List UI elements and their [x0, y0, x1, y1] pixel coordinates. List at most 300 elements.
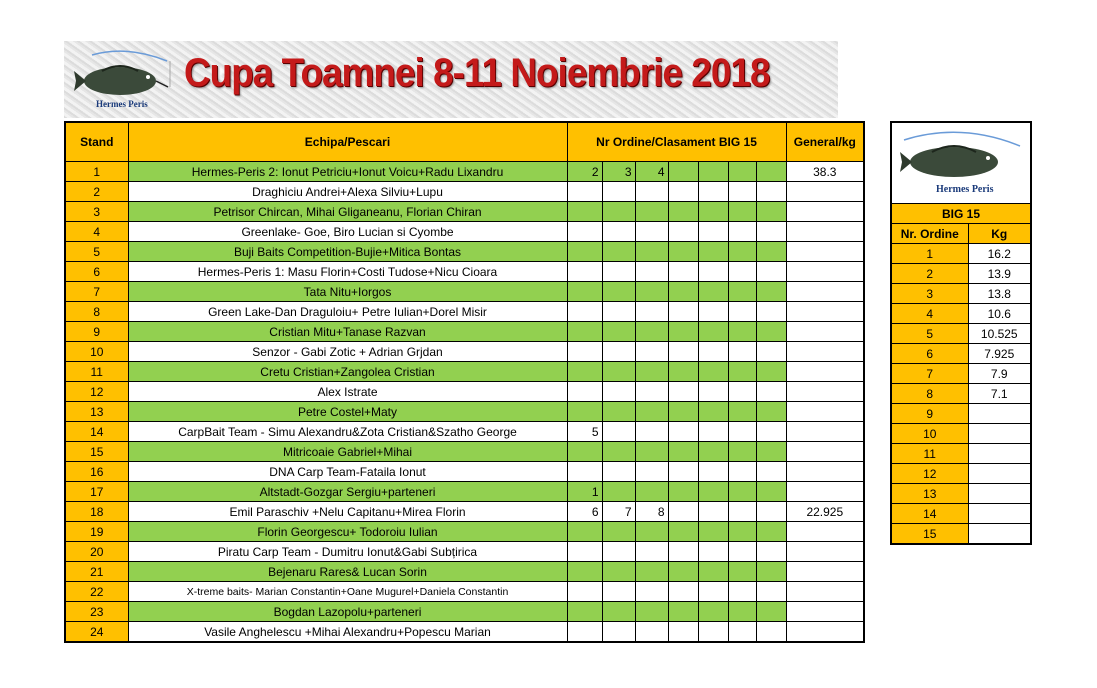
- order-cell: [635, 302, 668, 322]
- big15-nr-cell: 10: [891, 424, 968, 444]
- table-row: [65, 202, 864, 222]
- order-cell: [756, 222, 786, 242]
- order-cell: [602, 602, 635, 622]
- order-cell: [567, 542, 602, 562]
- order-cell: [668, 402, 698, 422]
- order-cell: [668, 362, 698, 382]
- order-cell: [602, 442, 635, 462]
- team-cell: Petrisor Chircan, Mihai Gliganeanu, Florian Chiran: [128, 202, 567, 222]
- big15-kg-cell: [968, 424, 1031, 444]
- order-cell: 6: [567, 502, 602, 522]
- big15-col-kg: Kg: [968, 224, 1031, 244]
- order-cell: [668, 382, 698, 402]
- col-header-order: Nr Ordine/Clasament BIG 15: [567, 122, 786, 162]
- order-cell: [756, 362, 786, 382]
- order-cell: [756, 462, 786, 482]
- order-cell: [756, 562, 786, 582]
- order-cell: [756, 502, 786, 522]
- team-cell: Alex Istrate: [128, 382, 567, 402]
- order-cell: [756, 342, 786, 362]
- big15-col-nr: Nr. Ordine: [891, 224, 968, 244]
- table-row: [65, 182, 864, 202]
- big15-kg-cell: 7.925: [968, 344, 1031, 364]
- order-cell: [698, 522, 728, 542]
- order-cell: 8: [635, 502, 668, 522]
- stand-cell: 1: [65, 162, 128, 182]
- order-cell: [756, 202, 786, 222]
- table-row: [65, 302, 864, 322]
- col-header-team: Echipa/Pescari: [128, 122, 567, 162]
- general-kg-cell: [786, 482, 864, 502]
- team-cell: Green Lake-Dan Draguloiu+ Petre Iulian+Dorel Misir: [128, 302, 567, 322]
- order-cell: [567, 582, 602, 602]
- order-cell: [602, 522, 635, 542]
- order-cell: [698, 322, 728, 342]
- order-cell: [728, 442, 756, 462]
- team-cell: Vasile Anghelescu +Mihai Alexandru+Popescu Marian: [128, 622, 567, 643]
- order-cell: [635, 562, 668, 582]
- order-cell: [602, 382, 635, 402]
- order-cell: [668, 582, 698, 602]
- order-cell: 4: [635, 162, 668, 182]
- big15-row: [891, 264, 1031, 284]
- stand-cell: 19: [65, 522, 128, 542]
- order-cell: [602, 182, 635, 202]
- page-title: Cupa Toamnei 8-11 Noiembrie 2018: [184, 51, 770, 95]
- general-kg-cell: 22.925: [786, 502, 864, 522]
- order-cell: [567, 322, 602, 342]
- order-cell: [698, 482, 728, 502]
- order-cell: [635, 242, 668, 262]
- stand-cell: 6: [65, 262, 128, 282]
- big15-nr-cell: 2: [891, 264, 968, 284]
- order-cell: [567, 242, 602, 262]
- big15-kg-cell: [968, 444, 1031, 464]
- order-cell: [567, 182, 602, 202]
- team-cell: Cristian Mitu+Tanase Razvan: [128, 322, 567, 342]
- stand-cell: 24: [65, 622, 128, 643]
- order-cell: [635, 362, 668, 382]
- stand-cell: 21: [65, 562, 128, 582]
- order-cell: [698, 302, 728, 322]
- order-cell: [567, 602, 602, 622]
- order-cell: [602, 622, 635, 643]
- big15-row: [891, 444, 1031, 464]
- table-row: [65, 502, 864, 522]
- order-cell: [728, 162, 756, 182]
- order-cell: [728, 622, 756, 643]
- big15-row: [891, 464, 1031, 484]
- general-kg-cell: [786, 602, 864, 622]
- order-cell: [635, 202, 668, 222]
- order-cell: [756, 162, 786, 182]
- table-row: [65, 242, 864, 262]
- stand-cell: 8: [65, 302, 128, 322]
- table-row: [65, 542, 864, 562]
- order-cell: [728, 542, 756, 562]
- big15-nr-cell: 14: [891, 504, 968, 524]
- table-row: [65, 382, 864, 402]
- order-cell: [668, 282, 698, 302]
- order-cell: [728, 362, 756, 382]
- order-cell: [567, 442, 602, 462]
- order-cell: [728, 562, 756, 582]
- order-cell: [567, 362, 602, 382]
- big15-table: [890, 121, 1032, 545]
- stand-cell: 20: [65, 542, 128, 562]
- order-cell: [698, 282, 728, 302]
- stand-cell: 10: [65, 342, 128, 362]
- big15-row: [891, 284, 1031, 304]
- order-cell: [668, 462, 698, 482]
- order-cell: [728, 202, 756, 222]
- general-kg-cell: [786, 322, 864, 342]
- team-cell: Tata Nitu+Iorgos: [128, 282, 567, 302]
- order-cell: [602, 322, 635, 342]
- order-cell: [635, 182, 668, 202]
- order-cell: [756, 322, 786, 342]
- table-row: [65, 562, 864, 582]
- order-cell: [698, 502, 728, 522]
- team-cell: Mitricoaie Gabriel+Mihai: [128, 442, 567, 462]
- order-cell: [698, 422, 728, 442]
- order-cell: [698, 602, 728, 622]
- order-cell: [635, 522, 668, 542]
- order-cell: [698, 162, 728, 182]
- general-kg-cell: [786, 402, 864, 422]
- big15-nr-cell: 15: [891, 524, 968, 545]
- order-cell: [567, 202, 602, 222]
- order-cell: [567, 562, 602, 582]
- team-cell: Cretu Cristian+Zangolea Cristian: [128, 362, 567, 382]
- general-kg-cell: [786, 542, 864, 562]
- order-cell: [668, 342, 698, 362]
- order-cell: [668, 202, 698, 222]
- big15-kg-cell: [968, 404, 1031, 424]
- big15-kg-cell: [968, 464, 1031, 484]
- order-cell: [567, 342, 602, 362]
- svg-text:Hermes Peris: Hermes Peris: [96, 99, 148, 109]
- order-cell: [728, 402, 756, 422]
- big15-row: [891, 364, 1031, 384]
- order-cell: [668, 442, 698, 462]
- order-cell: [602, 302, 635, 322]
- order-cell: [728, 302, 756, 322]
- general-kg-cell: [786, 182, 864, 202]
- big15-row: [891, 424, 1031, 444]
- stand-cell: 18: [65, 502, 128, 522]
- order-cell: [567, 522, 602, 542]
- order-cell: [635, 602, 668, 622]
- team-cell: Hermes-Peris 2: Ionut Petriciu+Ionut Voicu+Radu Lixandru: [128, 162, 567, 182]
- big15-row: [891, 384, 1031, 404]
- stand-cell: 13: [65, 402, 128, 422]
- big15-kg-cell: [968, 504, 1031, 524]
- order-cell: [728, 602, 756, 622]
- table-row: [65, 602, 864, 622]
- order-cell: [602, 262, 635, 282]
- big15-row: [891, 524, 1031, 545]
- general-kg-cell: [786, 582, 864, 602]
- table-row: [65, 622, 864, 643]
- general-kg-cell: [786, 242, 864, 262]
- team-cell: Emil Paraschiv +Nelu Capitanu+Mirea Florin: [128, 502, 567, 522]
- order-cell: [668, 222, 698, 242]
- order-cell: [602, 242, 635, 262]
- order-cell: [602, 342, 635, 362]
- order-cell: [602, 542, 635, 562]
- table-row: [65, 402, 864, 422]
- order-cell: [602, 582, 635, 602]
- order-cell: [756, 302, 786, 322]
- order-cell: 5: [567, 422, 602, 442]
- table-row: [65, 222, 864, 242]
- general-kg-cell: [786, 362, 864, 382]
- team-cell: DNA Carp Team-Fataila Ionut: [128, 462, 567, 482]
- order-cell: [668, 242, 698, 262]
- order-cell: [635, 442, 668, 462]
- team-cell: Senzor - Gabi Zotic + Adrian Grjdan: [128, 342, 567, 362]
- order-cell: [567, 302, 602, 322]
- order-cell: [756, 402, 786, 422]
- big15-kg-cell: 7.9: [968, 364, 1031, 384]
- teams-table: [64, 121, 865, 643]
- general-kg-cell: [786, 442, 864, 462]
- big15-nr-cell: 8: [891, 384, 968, 404]
- stand-cell: 22: [65, 582, 128, 602]
- general-kg-cell: [786, 282, 864, 302]
- general-kg-cell: [786, 302, 864, 322]
- order-cell: [728, 322, 756, 342]
- order-cell: [756, 522, 786, 542]
- order-cell: [756, 542, 786, 562]
- order-cell: [756, 602, 786, 622]
- carp-fish-logo-icon: [72, 47, 182, 113]
- stand-cell: 5: [65, 242, 128, 262]
- order-cell: [567, 462, 602, 482]
- order-cell: [567, 622, 602, 643]
- order-cell: [635, 482, 668, 502]
- order-cell: 7: [602, 502, 635, 522]
- team-cell: Greenlake- Goe, Biro Lucian si Cyombe: [128, 222, 567, 242]
- order-cell: [698, 262, 728, 282]
- order-cell: [635, 622, 668, 643]
- big15-nr-cell: 6: [891, 344, 968, 364]
- table-row: [65, 462, 864, 482]
- big15-kg-cell: 10.6: [968, 304, 1031, 324]
- svg-text:Hermes Peris: Hermes Peris: [936, 183, 994, 195]
- order-cell: [756, 262, 786, 282]
- order-cell: [635, 422, 668, 442]
- order-cell: [698, 442, 728, 462]
- order-cell: [635, 322, 668, 342]
- order-cell: [698, 582, 728, 602]
- stand-cell: 12: [65, 382, 128, 402]
- title-banner: [64, 41, 838, 118]
- table-header-row: [65, 122, 864, 162]
- order-cell: [756, 382, 786, 402]
- order-cell: [698, 542, 728, 562]
- big15-nr-cell: 11: [891, 444, 968, 464]
- order-cell: [668, 162, 698, 182]
- order-cell: [728, 262, 756, 282]
- order-cell: [668, 602, 698, 622]
- order-cell: [756, 622, 786, 643]
- order-cell: [635, 222, 668, 242]
- big15-row: [891, 324, 1031, 344]
- order-cell: [668, 302, 698, 322]
- order-cell: [668, 262, 698, 282]
- stand-cell: 17: [65, 482, 128, 502]
- table-row: [65, 422, 864, 442]
- order-cell: [728, 382, 756, 402]
- team-cell: Piratu Carp Team - Dumitru Ionut&Gabi Subțirica: [128, 542, 567, 562]
- order-cell: [728, 182, 756, 202]
- order-cell: [602, 482, 635, 502]
- order-cell: [756, 482, 786, 502]
- general-kg-cell: [786, 462, 864, 482]
- order-cell: [728, 462, 756, 482]
- order-cell: [635, 262, 668, 282]
- carp-fish-logo-icon: [896, 126, 1026, 198]
- order-cell: [602, 422, 635, 442]
- team-cell: Hermes-Peris 1: Masu Florin+Costi Tudose+Nicu Cioara: [128, 262, 567, 282]
- order-cell: [635, 402, 668, 422]
- order-cell: [756, 582, 786, 602]
- order-cell: [635, 542, 668, 562]
- table-row: [65, 362, 864, 382]
- team-cell: X-treme baits- Marian Constantin+Oane Mugurel+Daniela Constantin: [128, 582, 567, 602]
- order-cell: [756, 242, 786, 262]
- big15-kg-cell: [968, 524, 1031, 545]
- order-cell: [668, 422, 698, 442]
- order-cell: [668, 622, 698, 643]
- order-cell: [668, 562, 698, 582]
- general-kg-cell: [786, 202, 864, 222]
- team-cell: Petre Costel+Maty: [128, 402, 567, 422]
- big15-row: [891, 244, 1031, 264]
- order-cell: [602, 222, 635, 242]
- order-cell: [635, 462, 668, 482]
- table-row: [65, 262, 864, 282]
- order-cell: [602, 402, 635, 422]
- order-cell: [728, 242, 756, 262]
- order-cell: [635, 582, 668, 602]
- stand-cell: 23: [65, 602, 128, 622]
- order-cell: [728, 342, 756, 362]
- team-cell: Florin Georgescu+ Todoroiu Iulian: [128, 522, 567, 542]
- big15-nr-cell: 5: [891, 324, 968, 344]
- order-cell: [602, 362, 635, 382]
- order-cell: [728, 422, 756, 442]
- order-cell: [602, 282, 635, 302]
- big15-row: [891, 484, 1031, 504]
- order-cell: [602, 462, 635, 482]
- order-cell: [728, 222, 756, 242]
- order-cell: [602, 562, 635, 582]
- order-cell: [668, 482, 698, 502]
- team-cell: Draghiciu Andrei+Alexa Silviu+Lupu: [128, 182, 567, 202]
- big15-nr-cell: 1: [891, 244, 968, 264]
- general-kg-cell: [786, 262, 864, 282]
- stand-cell: 9: [65, 322, 128, 342]
- team-cell: Buji Baits Competition-Bujie+Mitica Bontas: [128, 242, 567, 262]
- big15-kg-cell: 13.9: [968, 264, 1031, 284]
- order-cell: [698, 362, 728, 382]
- order-cell: [698, 562, 728, 582]
- col-header-general: General/kg: [786, 122, 864, 162]
- table-row: [65, 342, 864, 362]
- order-cell: [698, 462, 728, 482]
- general-kg-cell: [786, 622, 864, 643]
- order-cell: [635, 282, 668, 302]
- team-cell: Bogdan Lazopolu+parteneri: [128, 602, 567, 622]
- stand-cell: 3: [65, 202, 128, 222]
- big15-kg-cell: 7.1: [968, 384, 1031, 404]
- big15-nr-cell: 9: [891, 404, 968, 424]
- order-cell: [756, 182, 786, 202]
- order-cell: [728, 502, 756, 522]
- order-cell: [698, 222, 728, 242]
- order-cell: 1: [567, 482, 602, 502]
- big15-row: [891, 404, 1031, 424]
- order-cell: 2: [567, 162, 602, 182]
- order-cell: [756, 422, 786, 442]
- table-row: [65, 442, 864, 462]
- big15-kg-cell: 16.2: [968, 244, 1031, 264]
- big15-nr-cell: 7: [891, 364, 968, 384]
- team-cell: CarpBait Team - Simu Alexandru&Zota Cristian&Szatho George: [128, 422, 567, 442]
- team-cell: Altstadt-Gozgar Sergiu+parteneri: [128, 482, 567, 502]
- order-cell: [668, 502, 698, 522]
- general-kg-cell: [786, 522, 864, 542]
- order-cell: [698, 342, 728, 362]
- col-header-stand: Stand: [65, 122, 128, 162]
- table-row: [65, 582, 864, 602]
- big15-nr-cell: 12: [891, 464, 968, 484]
- order-cell: [698, 242, 728, 262]
- order-cell: [698, 402, 728, 422]
- table-row: [65, 162, 864, 182]
- general-kg-cell: [786, 422, 864, 442]
- big15-kg-cell: [968, 484, 1031, 504]
- order-cell: [698, 202, 728, 222]
- stand-cell: 7: [65, 282, 128, 302]
- big15-nr-cell: 3: [891, 284, 968, 304]
- order-cell: [728, 282, 756, 302]
- order-cell: [567, 222, 602, 242]
- order-cell: [668, 522, 698, 542]
- order-cell: [728, 482, 756, 502]
- table-row: [65, 482, 864, 502]
- general-kg-cell: [786, 382, 864, 402]
- order-cell: [728, 522, 756, 542]
- big15-row: [891, 344, 1031, 364]
- big15-row: [891, 504, 1031, 524]
- big15-kg-cell: 13.8: [968, 284, 1031, 304]
- order-cell: [567, 382, 602, 402]
- big15-kg-cell: 10.525: [968, 324, 1031, 344]
- stand-cell: 15: [65, 442, 128, 462]
- stand-cell: 4: [65, 222, 128, 242]
- big15-nr-cell: 13: [891, 484, 968, 504]
- order-cell: [698, 382, 728, 402]
- order-cell: [635, 342, 668, 362]
- stand-cell: 11: [65, 362, 128, 382]
- order-cell: [668, 542, 698, 562]
- big15-nr-cell: 4: [891, 304, 968, 324]
- general-kg-cell: [786, 562, 864, 582]
